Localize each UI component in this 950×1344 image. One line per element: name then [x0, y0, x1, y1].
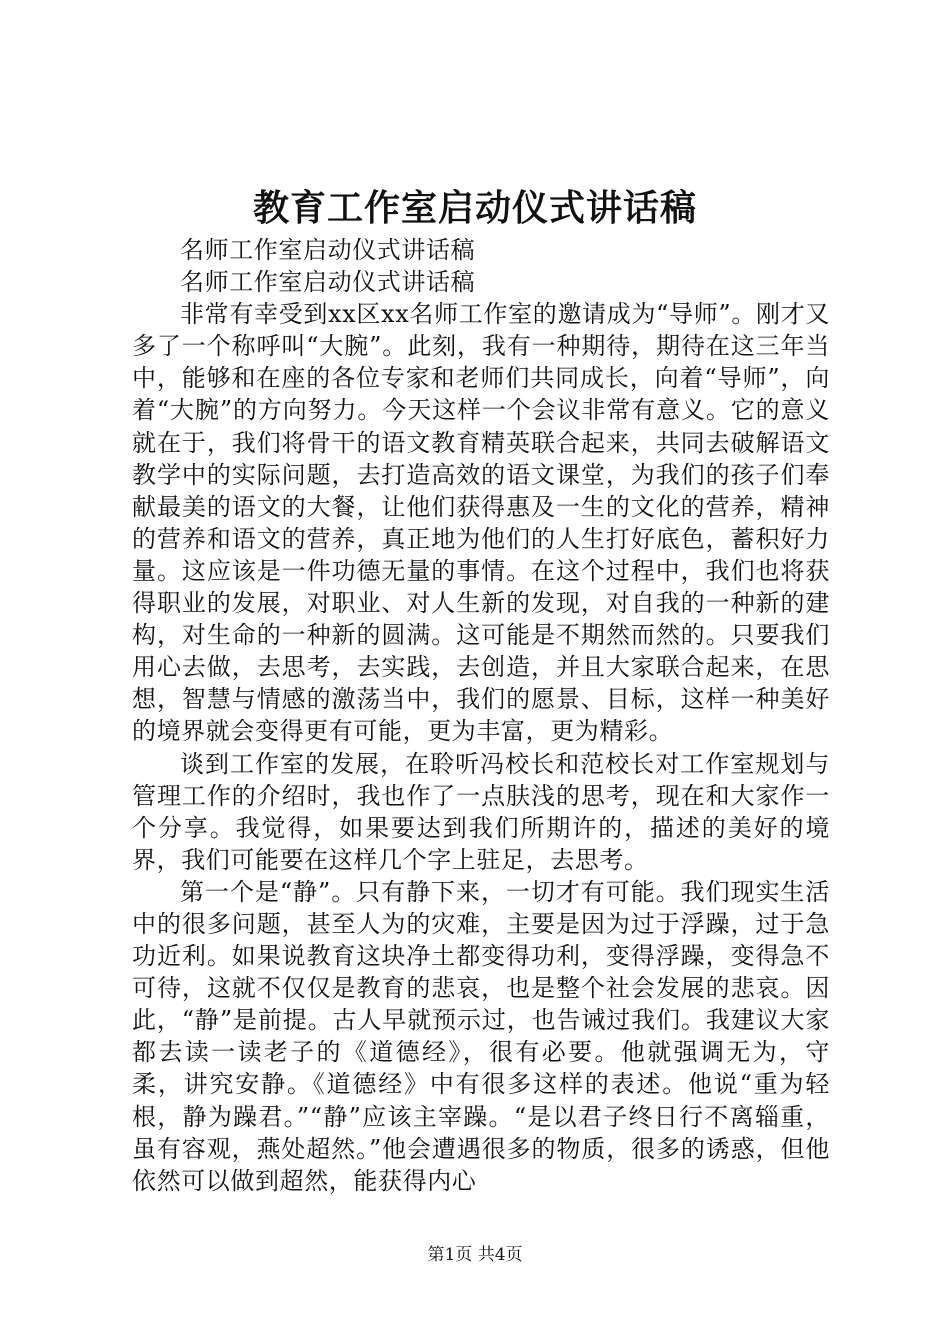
document-title: 教育工作室启动仪式讲话稿	[252, 187, 697, 229]
body-paragraph: 谈到工作室的发展，在聆听冯校长和范校长对工作室规划与管理工作的介绍时，我也作了一点肤浅的思考，现在和大家作一个分享。我觉得，如果要达到我们所期许的，描述的美好的境界，我们可能要在这样几个字上驻足，去思考。	[132, 749, 830, 874]
body-paragraph: 第一个是“静”。只有静下来，一切才有可能。我们现实生活中的很多问题，甚至人为的灾难，主要是因为过于浮躁，过于急功近利。如果说教育这块净土都变得功利，变得浮躁，变得急不可待，这就不仅仅是教育的悲哀，也是整个社会发展的悲哀。因此，“静”是前提。古人早就预示过，也告诫过我们。我建议大家都去读一读老子的《道德经》，很有必要。他就强调无为，守柔，讲究安静。《道德经》中有很多这样的表述。他说“重为轻根，静为躁君。”“静”应该主宰躁。“是以君子终日行不离辎重，虽有容观，燕处超然。”他会遭遇很多的物质，很多的诱惑，但他依然可以做到超然，能获得内心	[132, 877, 830, 1195]
document-body	[132, 234, 830, 1197]
page-number-footer: 第1页 共4页	[427, 1245, 523, 1265]
body-paragraph: 非常有幸受到xx区xx名师工作室的邀请成为“导师”。刚才又多了一个称呼叫“大腕”。此刻，我有一种期待，期待在这三年当中，能够和在座的各位专家和老师们共同成长，向着“导师”，向着“大腕”的方向努力。今天这样一个会议非常有意义。它的意义就在于，我们将骨干的语文教育精英联合起来，共同去破解语文教学中的实际问题，去打造高效的语文课堂，为我们的孩子们奉献最美的语文的大餐，让他们获得惠及一生的文化的营养，精神的营养和语文的营养，真正地为他们的人生打好底色，蓄积好力量。这应该是一件功德无量的事情。在这个过程中，我们也将获得职业的发展，对职业、对人生新的发现，对自我的一种新的建构，对生命的一种新的圆满。这可能是不期然而然的。只要我们用心去做，去思考，去实践，去创造，并且大家联合起来，在思想，智慧与情感的激荡当中，我们的愿景、目标，这样一种美好的境界就会变得更有可能，更为丰富，更为精彩。	[132, 300, 830, 746]
subtitle-line: 名师工作室启动仪式讲话稿	[180, 268, 476, 297]
subtitle-line: 名师工作室启动仪式讲话稿	[180, 236, 476, 264]
